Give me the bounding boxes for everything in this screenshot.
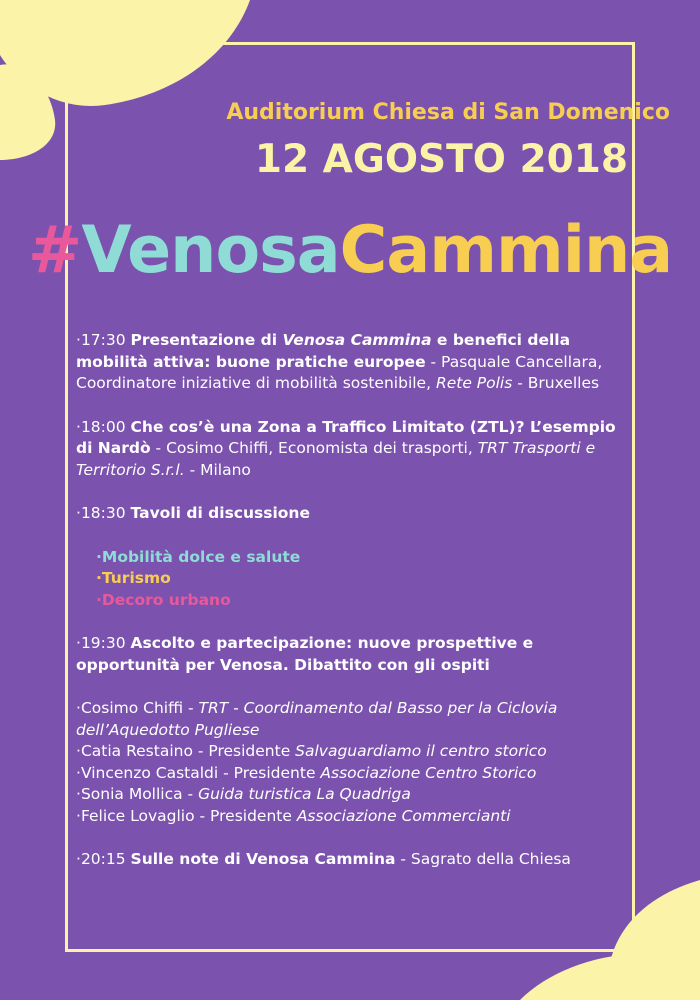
guest-item bbox=[76, 698, 636, 741]
agenda-org: TRT Trasporti e Territorio S.r.l. bbox=[76, 439, 596, 479]
guests-list bbox=[76, 698, 636, 827]
agenda-time: 20:15 bbox=[80, 850, 126, 868]
hashtag-title bbox=[12, 210, 688, 292]
hashtag-symbol: # bbox=[27, 213, 82, 288]
guest-org: Guida turistica La Quadriga bbox=[198, 785, 411, 803]
bullet: · bbox=[76, 763, 81, 782]
bullet: · bbox=[76, 806, 81, 825]
guest-item bbox=[76, 806, 636, 828]
bullet: · bbox=[76, 331, 81, 349]
discussion-tables-list bbox=[76, 547, 636, 612]
agenda-time: 17:30 bbox=[80, 331, 126, 349]
agenda-item bbox=[76, 633, 636, 676]
agenda-item bbox=[76, 417, 636, 482]
agenda-title-part: Presentazione di bbox=[130, 331, 283, 349]
bullet: · bbox=[76, 742, 81, 760]
bullet: · bbox=[96, 547, 102, 566]
agenda-title-part: e benefici della mobilità attiva: buone pratiche europee bbox=[76, 331, 571, 371]
guest-org: Associazione Centro Storico bbox=[320, 763, 537, 782]
hashtag-word-cammina: Cammina bbox=[339, 213, 673, 288]
guest-item bbox=[76, 741, 636, 763]
agenda-speaker: - Pasquale Cancellara, Coordinatore iniziative di mobilità sostenibile, bbox=[76, 352, 603, 392]
guest-name: Sonia Mollica - bbox=[80, 785, 199, 803]
discussion-table-item bbox=[76, 568, 636, 590]
event-date: 12 AGOSTO 2018 bbox=[254, 137, 628, 182]
guest-name: Cosimo Chiffi - bbox=[80, 699, 199, 717]
agenda-time: 18:30 bbox=[80, 504, 126, 522]
guest-name: Felice Lovaglio - bbox=[80, 806, 211, 825]
guest-org: Associazione Commercianti bbox=[296, 806, 511, 825]
guest-role: Presidente bbox=[210, 806, 297, 825]
agenda-time: 18:00 bbox=[80, 417, 126, 436]
discussion-table-item bbox=[76, 547, 636, 569]
agenda-title: Che cos’è una Zona a Traffico Limitato (ZTL)? L’esempio di Nardò bbox=[76, 417, 616, 457]
agenda-title: Ascolto e partecipazione: nuove prospettive e opportunità per Venosa. Dibattito con gli ospiti bbox=[76, 634, 534, 674]
guest-role: Presidente bbox=[233, 763, 321, 782]
bullet: · bbox=[76, 785, 81, 803]
agenda bbox=[76, 330, 636, 893]
guest-name: Catia Restaino - bbox=[80, 742, 209, 760]
agenda-title: Sulle note di Venosa Cammina bbox=[130, 850, 396, 868]
guest-org: Salvaguardiamo il centro storico bbox=[295, 742, 547, 760]
guest-item bbox=[76, 763, 636, 785]
agenda-item bbox=[76, 849, 636, 871]
agenda-speaker: - Cosimo Chiffi, Economista dei trasporti, bbox=[150, 439, 478, 457]
agenda-title: Tavoli di discussione bbox=[130, 504, 310, 522]
bullet: · bbox=[96, 590, 102, 609]
agenda-place: - Bruxelles bbox=[512, 374, 600, 392]
bullet: · bbox=[96, 569, 102, 587]
guest-org: TRT - Coordinamento dal Basso per la Ciclovia dell’Aquedotto Pugliese bbox=[76, 699, 558, 739]
guest-item bbox=[76, 784, 636, 806]
hashtag-word-venosa: Venosa bbox=[81, 213, 340, 288]
agenda-time: 19:30 bbox=[80, 634, 126, 652]
bullet: · bbox=[76, 417, 81, 436]
agenda-item bbox=[76, 503, 636, 525]
discussion-table-label: Decoro urbano bbox=[101, 590, 231, 609]
agenda-place: - Milano bbox=[184, 460, 251, 479]
guest-role: Presidente bbox=[208, 742, 296, 760]
guest-name: Vincenzo Castaldi - bbox=[80, 763, 234, 782]
agenda-place: - Sagrato della Chiesa bbox=[395, 850, 571, 868]
discussion-table-label: Turismo bbox=[101, 569, 171, 587]
bullet: · bbox=[76, 504, 81, 522]
agenda-title-italic: Venosa Cammina bbox=[282, 331, 432, 349]
discussion-table-item bbox=[76, 590, 636, 612]
bullet: · bbox=[76, 699, 81, 717]
agenda-org: Rete Polis bbox=[435, 374, 513, 392]
bullet: · bbox=[76, 634, 81, 652]
discussion-table-label: Mobilità dolce e salute bbox=[101, 547, 301, 566]
venue-title: Auditorium Chiesa di San Domenico bbox=[226, 100, 670, 125]
bottom-right-small-shape bbox=[520, 954, 700, 1000]
agenda-item bbox=[76, 330, 636, 395]
bullet: · bbox=[76, 850, 81, 868]
